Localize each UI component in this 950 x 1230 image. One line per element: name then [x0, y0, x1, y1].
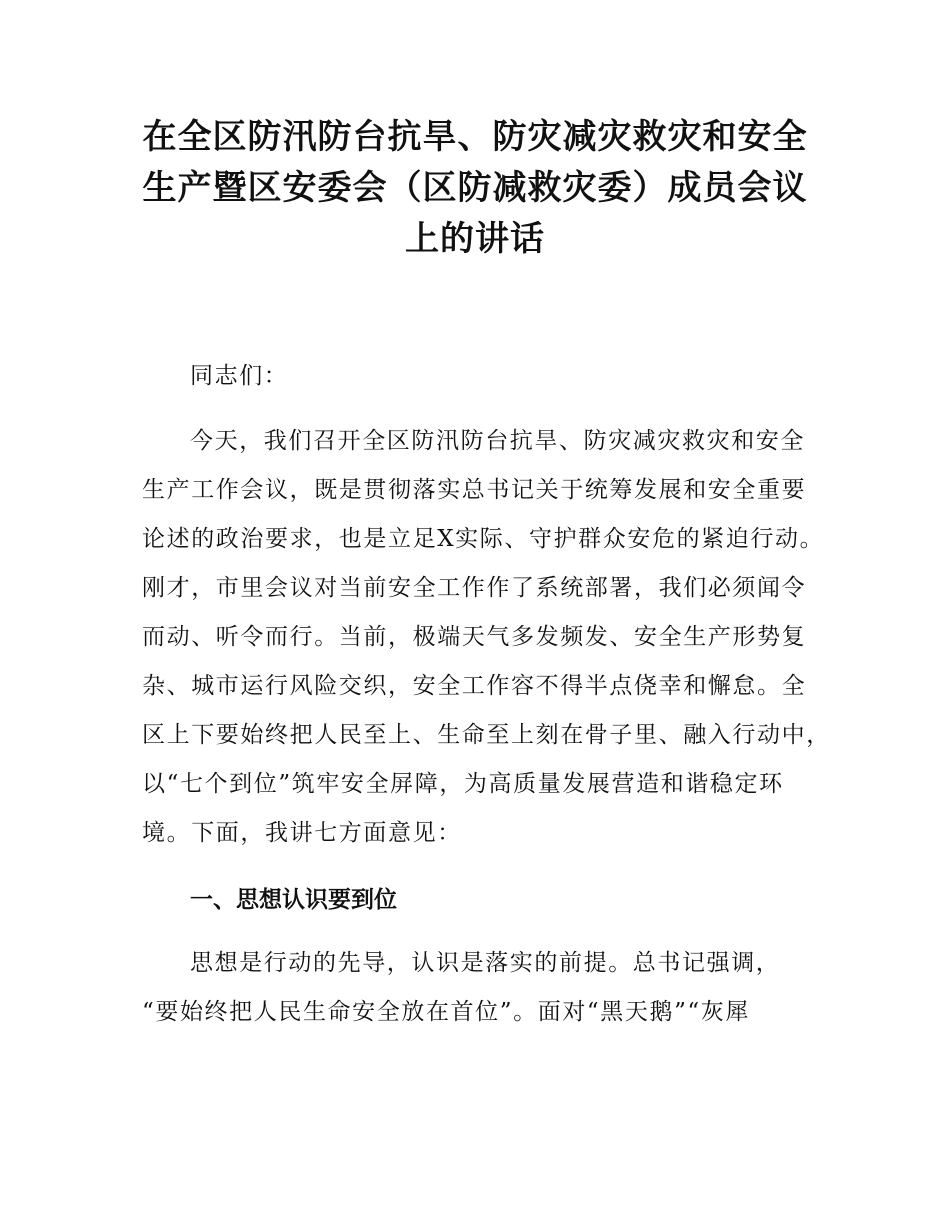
paragraph-section-1 [142, 939, 822, 1037]
paragraph-intro [142, 417, 831, 858]
paragraph-line: 杂、城市运行风险交织，安全工作容不得半点侥幸和懈怠。全 [142, 673, 807, 699]
title-line-3: 上的讲话 [405, 219, 545, 259]
title-line-2: 生产暨区安委会（区防减救灾委）成员会议 [142, 168, 808, 208]
section-heading-1: 一、思想认识要到位 [190, 887, 397, 913]
document-title [100, 112, 850, 265]
paragraph-line: 而动、听令而行。当前，极端天气多发频发、安全生产形势复 [142, 624, 807, 650]
greeting-text: 同志们： [190, 363, 289, 389]
paragraph-line: 生产工作会议，既是贯彻落实总书记关于统筹发展和安全重要 [142, 477, 807, 503]
paragraph-line: 以“七个到位”筑牢安全屏障，为高质量发展营造和谐稳定环 [142, 771, 784, 797]
paragraph-line: 今天，我们召开全区防汛防台抗旱、防灾减灾救灾和安全 [190, 428, 805, 454]
greeting [142, 352, 822, 401]
paragraph-line: 刚才，市里会议对当前安全工作作了系统部署，我们必须闻令 [142, 575, 807, 601]
title-line-1: 在全区防汛防台抗旱、防灾减灾救灾和安全 [142, 117, 808, 157]
paragraph-line: 境。下面，我讲七方面意见： [142, 820, 462, 846]
paragraph-line: “要始终把人民生命安全放在首位”。面对“黑天鹅”“灰犀 [142, 999, 750, 1025]
paragraph-line: 区上下要始终把人民至上、生命至上刻在骨子里、融入行动中， [142, 722, 831, 748]
paragraph-line: 论述的政治要求，也是立足X实际、守护群众安危的紧迫行动。 [142, 526, 825, 552]
paragraph-line: 思想是行动的先导，认识是落实的前提。总书记强调， [190, 950, 781, 976]
